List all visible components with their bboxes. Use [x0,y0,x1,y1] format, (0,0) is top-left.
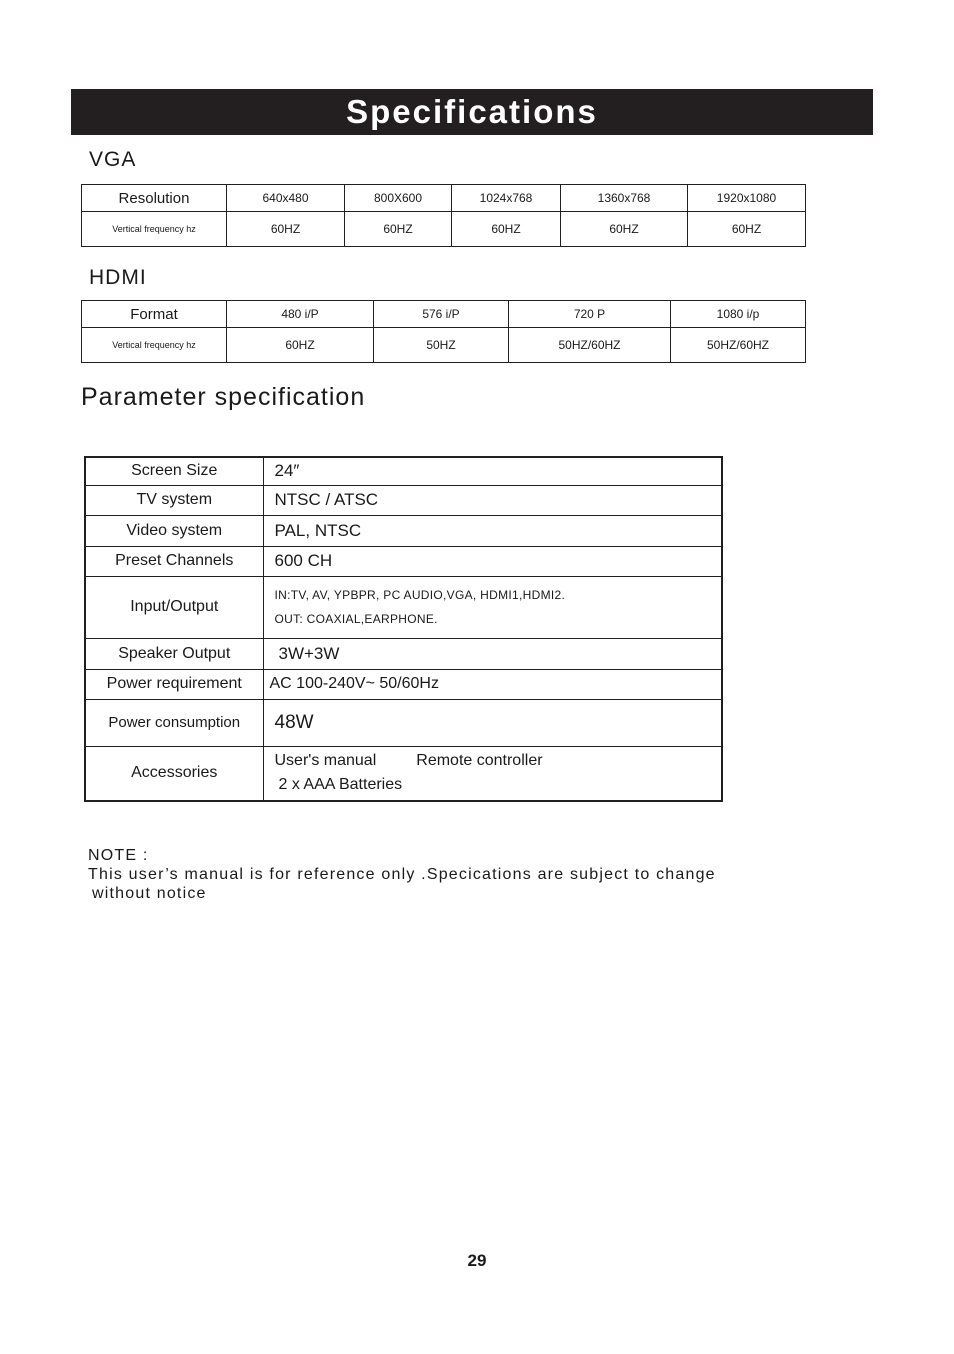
note-text: without notice [92,885,207,902]
vga-resolution-cell: 1360x768 [561,185,688,212]
parameter-label: Power consumption [85,699,263,746]
page-number: 29 [467,1251,487,1270]
parameter-value: PAL, NTSC [263,515,722,546]
accessory-item: User's manual [274,752,377,770]
parameter-value: 600 CH [263,546,722,576]
hdmi-format-row [82,301,806,328]
vga-frequency-cell: 60HZ [561,212,688,247]
table-row [85,669,722,699]
table-row [85,457,722,485]
input-line: IN:TV, AV, YPBPR, PC AUDIO,VGA, HDMI1,HDMI2. [274,588,566,602]
parameter-label: Screen Size [85,457,263,485]
note-text: This user’s manual is for reference only .Specications are subject to change [88,866,716,883]
table-row [85,699,722,746]
table-row [85,515,722,546]
vga-frequency-cell: 60HZ [227,212,345,247]
vga-frequency-cell: 60HZ [452,212,561,247]
parameter-table [84,456,723,802]
table-row [85,746,722,801]
vga-frequency-label: Vertical frequency hz [82,212,227,247]
vga-table [81,184,806,247]
hdmi-format-cell: 480 i/P [227,301,374,328]
note [88,846,788,903]
parameter-label: Input/Output [85,576,263,638]
vga-resolution-row [82,185,806,212]
table-row [85,546,722,576]
vga-frequency-row [82,212,806,247]
vga-resolution-cell: 1024x768 [452,185,561,212]
hdmi-frequency-cell: 50HZ/60HZ [509,328,671,363]
parameter-value [263,746,722,801]
parameter-label: Preset Channels [85,546,263,576]
vga-resolution-label: Resolution [82,185,227,212]
note-label: NOTE : [88,847,149,864]
hdmi-heading: HDMI [89,266,147,289]
table-row [85,638,722,669]
vga-frequency-cell: 60HZ [345,212,452,247]
vga-heading: VGA [89,148,137,171]
page-title: Specifications [71,89,873,135]
output-line: OUT: COAXIAL,EARPHONE. [274,612,438,626]
hdmi-format-cell: 576 i/P [374,301,509,328]
hdmi-frequency-label: Vertical frequency hz [82,328,227,363]
accessory-item: Remote controller [416,752,543,770]
hdmi-frequency-cell: 60HZ [227,328,374,363]
parameter-label: Video system [85,515,263,546]
accessory-item: 2 x AAA Batteries [278,776,403,794]
table-row [85,485,722,515]
vga-resolution-cell: 640x480 [227,185,345,212]
parameter-value: NTSC / ATSC [263,485,722,515]
parameter-value: 3W+3W [263,638,722,669]
parameter-heading: Parameter specification [81,383,366,411]
parameter-label: Power requirement [85,669,263,699]
parameter-label: TV system [85,485,263,515]
parameter-value: 48W [263,699,722,746]
vga-frequency-cell: 60HZ [688,212,806,247]
parameter-label: Speaker Output [85,638,263,669]
hdmi-frequency-cell: 50HZ/60HZ [671,328,806,363]
hdmi-format-label: Format [82,301,227,328]
hdmi-table [81,300,806,363]
parameter-value: 24″ [263,457,722,485]
vga-resolution-cell: 800X600 [345,185,452,212]
parameter-value [263,576,722,638]
parameter-label: Accessories [85,746,263,801]
hdmi-format-cell: 720 P [509,301,671,328]
hdmi-format-cell: 1080 i/p [671,301,806,328]
table-row [85,576,722,638]
parameter-value: AC 100-240V~ 50/60Hz [263,669,722,699]
accessories-line [275,749,722,773]
vga-resolution-cell: 1920x1080 [688,185,806,212]
hdmi-frequency-row [82,328,806,363]
hdmi-frequency-cell: 50HZ [374,328,509,363]
